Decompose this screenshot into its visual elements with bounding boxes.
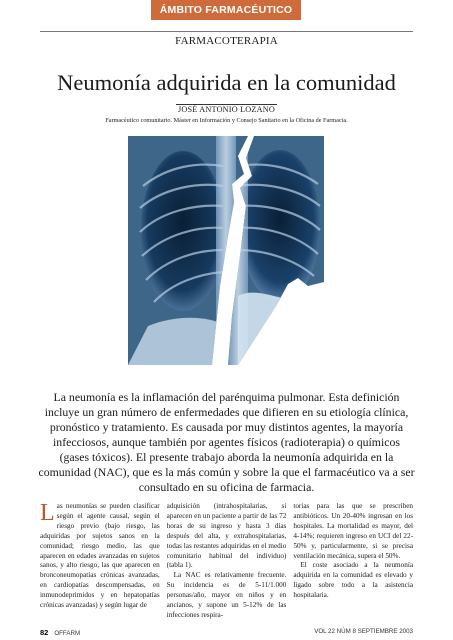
author-name: JOSÉ ANTONIO LOZANO [178,105,275,114]
body-paragraph: El coste asociado a la neumonía adquirida en la comunidad es elevado y ligado sobre todo a la asistencia hospitalaria. [293,561,413,600]
issue-info: VOL 22 NÚM 8 SEPTIEMBRE 2003 [314,628,413,635]
body-paragraph: torias para las que se prescriben antibióticos. Un 20-40% ingresan en los hospitales. La mortalidad es mayor, del 4-14%; requieren ingreso en UCI del 22-50% y, particularmente, si se precisa ventilación mecánica, supera el 50%. [293,502,413,560]
drop-cap: L [40,502,55,526]
article-abstract: La neumonía es la inflamación del parénquima pulmonar. Esta definición incluye un gran número de enfermedades que difieren en su etiología clínica, pronóstico y tratamiento. Es causada por muy distintos agentes, la mayoría infecciosos, aunque también por agentes físicos (radioterapia) o químicos (gases tóxicos). El presente trabajo aborda la neumonía adquirida en la comunidad (NAC), que es la más común y sobre la que el farmacéutico va a ser consultado en su oficina de farmacia. [38,390,415,494]
author-affiliation: Farmacéutico comunitario. Máster en Información y Consejo Sanitario en la Oficina de Farmacia. [105,117,348,124]
body-column-1 [40,502,160,625]
section-title: FARMACOTERAPIA [175,35,278,47]
page-footer [40,628,413,638]
journal-name: OFFARM [54,630,81,637]
page-number: 82 [40,628,49,637]
body-paragraph: adquisición (intrahospitalarias, si aparecen en un paciente a partir de las 72 horas de su ingreso y hasta 3 días después del alta, y extrahospitalarias, todas las restantes adquiridas en el medio comunitario habitual del individuo) (tabla 1). [166,502,287,570]
article-body [40,502,413,625]
header-rule [40,31,413,32]
body-paragraph: La NAC es relativamente frecuente. Su incidencia es de 5-11/1.000 personas/año, mayor en niños y en ancianos, y supone un 5-12% de las infecciones respira- [166,571,287,619]
body-paragraph: as neumonías se pueden clasificar según el agente causal, según el riesgo previo (bajo riesgo, las adquiridas por sujetos sanos en la comunidad; riesgo medio, las que aparecen en edades avanzadas en sujetos sanos, y alto riesgo, las que aparecen en bronconeumopatías crónicas avanzadas, en cardiopatías descompensadas, en inmunodeprimidos y en hepatopatías crónicas avanzadas) y según lugar de [40,502,160,610]
article-title: Neumonía adquirida en la comunidad [57,70,396,95]
body-column-3 [293,502,413,625]
body-column-2 [167,502,287,625]
chest-xray-image [128,136,324,365]
section-tab: ÁMBITO FARMACÉUTICO [151,0,301,20]
